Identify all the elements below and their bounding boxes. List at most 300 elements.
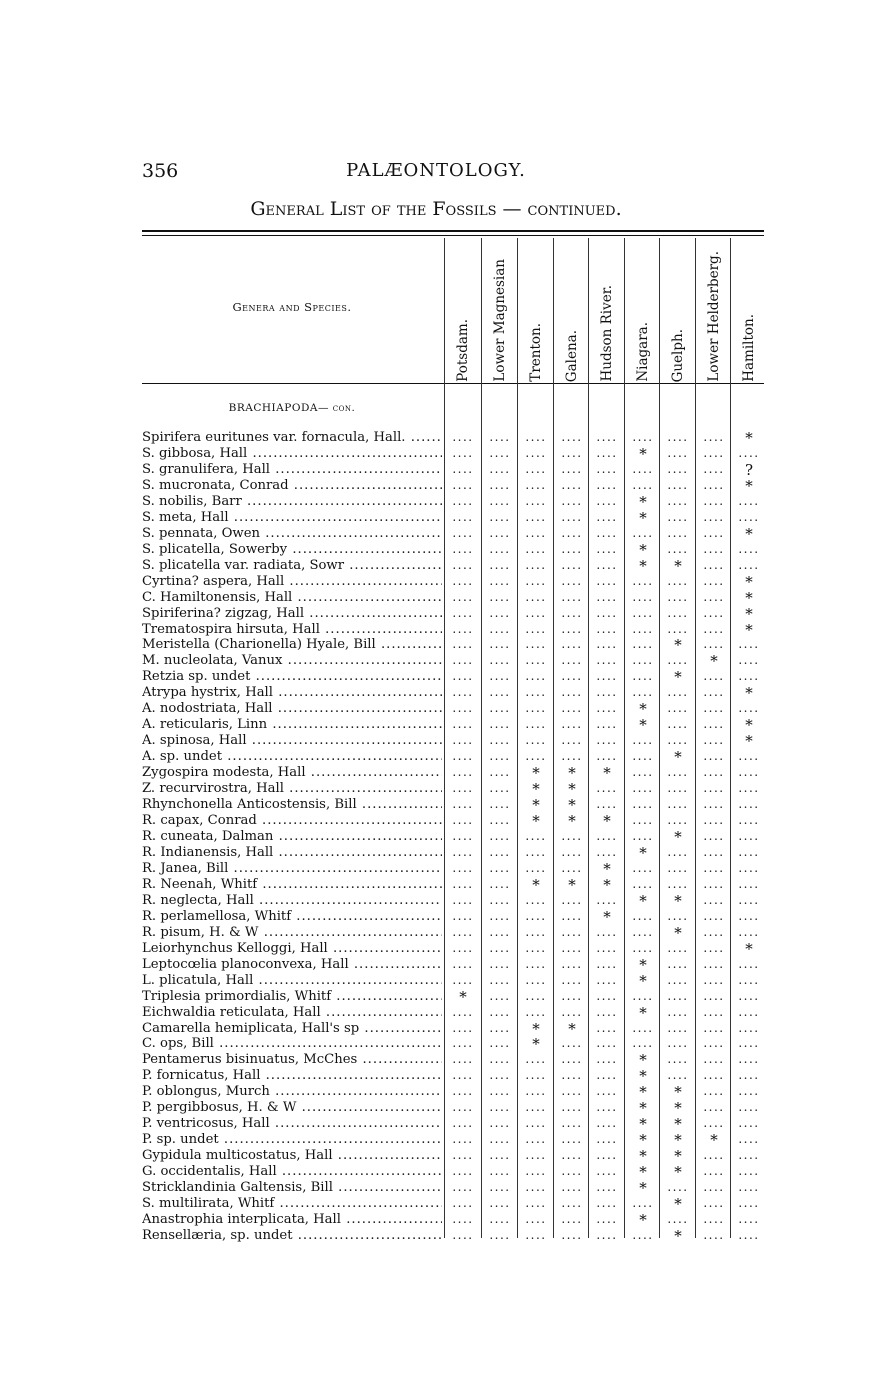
occurrence-cell: .... [561,1068,583,1083]
table-row [142,653,764,668]
occurrence-cell: .... [452,733,474,748]
species-name: Stricklandinia Galtensis, Bill ..... [142,1180,442,1195]
occurrence-cell: .... [525,1100,547,1115]
occurrence-cell: .... [561,1228,583,1242]
occurrence-cell: .... [738,445,760,460]
occurrence-cell: .... [738,1036,760,1051]
column-header-5 [590,242,624,382]
occurrence-cell: .... [667,781,689,796]
occurrence-cell: .... [703,1084,725,1099]
occurrence-cell: .... [738,813,760,828]
occurrence-cell: .... [667,733,689,748]
occurrence-cell: .... [596,701,618,716]
occurrence-cell: .... [489,733,511,748]
occurrence-cell: .... [561,1196,583,1211]
occurrence-cell: .... [489,493,511,508]
occurrence-cell: .... [596,1148,618,1163]
occurrence-cell: * [639,701,647,717]
occurrence-cell: .... [596,669,618,684]
occurrence-cell: .... [703,908,725,923]
species-name: Zygospira modesta, Hall ..... [142,765,442,780]
occurrence-cell: * [674,1228,682,1243]
table-row [142,925,764,940]
occurrence-cell: .... [489,445,511,460]
occurrence-cell: .... [667,1180,689,1195]
occurrence-cell: * [674,1196,682,1212]
occurrence-cell: .... [596,461,618,476]
occurrence-cell: .... [525,733,547,748]
occurrence-cell: .... [489,637,511,652]
occurrence-cell: .... [489,1100,511,1115]
occurrence-cell: .... [452,717,474,732]
occurrence-cell: * [674,892,682,908]
occurrence-cell: .... [703,717,725,732]
occurrence-cell: .... [703,1052,725,1067]
occurrence-cell: * [532,797,540,813]
occurrence-cell: .... [489,1052,511,1067]
occurrence-cell: .... [632,637,654,652]
occurrence-cell: .... [561,477,583,492]
species-name: M. nucleolata, Vanux ..... [142,653,442,668]
occurrence-cell: .... [489,829,511,843]
occurrence-cell: .... [703,589,725,604]
occurrence-cell: .... [561,573,583,588]
occurrence-cell: .... [703,621,725,636]
occurrence-cell: .... [738,653,760,668]
occurrence-cell: .... [525,972,547,987]
occurrence-cell: .... [703,988,725,1003]
occurrence-cell: .... [489,844,511,859]
occurrence-cell: .... [703,509,725,524]
occurrence-cell: .... [738,1004,760,1019]
occurrence-cell: .... [525,430,547,444]
table-row [142,1164,764,1179]
occurrence-cell: .... [596,445,618,460]
occurrence-cell: .... [452,1036,474,1051]
occurrence-cell: .... [632,1020,654,1035]
occurrence-cell: .... [667,813,689,828]
occurrence-cell: * [639,493,647,509]
occurrence-cell: .... [452,940,474,955]
occurrence-cell: .... [667,525,689,540]
occurrence-cell: .... [452,1004,474,1019]
occurrence-cell: .... [738,1084,760,1099]
species-name: Camarella hemiplicata, Hall's sp ..... [142,1021,442,1036]
occurrence-cell: .... [596,797,618,812]
occurrence-cell: .... [738,557,760,572]
occurrence-cell: .... [632,797,654,812]
occurrence-cell: .... [561,733,583,748]
occurrence-cell: .... [667,461,689,476]
species-name: A. spinosa, Hall ..... [142,733,442,748]
species-name: Leptocœlia planoconvexa, Hall ..... [142,957,442,972]
occurrence-cell: .... [632,749,654,764]
occurrence-cell: * [532,781,540,797]
column-header-label: Hudson River. [599,285,615,382]
occurrence-cell: .... [667,701,689,716]
species-name: C. Hamiltonensis, Hall ..... [142,590,442,605]
table-row [142,797,764,812]
occurrence-cell: .... [667,860,689,875]
occurrence-cell: .... [703,1180,725,1195]
species-name: P. oblongus, Murch ..... [142,1084,442,1099]
occurrence-cell: .... [525,1164,547,1179]
occurrence-cell: .... [452,541,474,556]
occurrence-cell: .... [596,589,618,604]
table-title: General List of the Fossils — continued. [250,198,622,220]
occurrence-cell: .... [452,1164,474,1179]
species-name: R. Janea, Bill ..... [142,861,442,876]
occurrence-cell: .... [703,685,725,700]
column-header-3 [519,242,553,382]
occurrence-cell: .... [703,605,725,620]
occurrence-cell: .... [452,653,474,668]
occurrence-cell: * [674,669,682,685]
occurrence-cell: .... [703,557,725,572]
occurrence-cell: * [459,988,467,1004]
occurrence-cell: .... [632,461,654,476]
column-header-4 [555,242,589,382]
occurrence-cell: .... [561,924,583,939]
occurrence-cell: .... [596,1100,618,1115]
occurrence-cell: .... [489,701,511,716]
occurrence-cell: .... [525,685,547,700]
occurrence-cell: .... [452,589,474,604]
occurrence-cell: .... [489,1020,511,1035]
occurrence-cell: .... [525,1180,547,1195]
occurrence-cell: .... [703,701,725,716]
occurrence-cell: .... [525,749,547,764]
table-row [142,526,764,541]
table-row [142,558,764,573]
species-name: S. plicatella var. radiata, Sowr ..... [142,558,442,573]
species-name: Cyrtina? aspera, Hall ..... [142,574,442,589]
occurrence-cell: .... [489,573,511,588]
occurrence-cell: * [639,445,647,461]
occurrence-cell: * [532,765,540,781]
table-row [142,1100,764,1115]
occurrence-cell: .... [452,829,474,843]
occurrence-cell: .... [525,940,547,955]
occurrence-cell: .... [525,573,547,588]
occurrence-cell: .... [703,860,725,875]
table-row [142,1052,764,1067]
occurrence-cell: .... [452,924,474,939]
occurrence-cell: * [568,876,576,892]
occurrence-cell: .... [525,1148,547,1163]
occurrence-cell: .... [738,988,760,1003]
occurrence-cell: .... [632,829,654,843]
occurrence-cell: .... [703,781,725,796]
occurrence-cell: .... [561,445,583,460]
occurrence-cell: .... [525,445,547,460]
species-name: P. ventricosus, Hall ..... [142,1116,442,1131]
occurrence-cell: .... [489,541,511,556]
column-header-label: Potsdam. [455,319,471,382]
species-name: Z. recurvirostra, Hall ..... [142,781,442,796]
occurrence-cell: .... [596,509,618,524]
occurrence-cell: .... [596,1132,618,1147]
occurrence-cell: .... [738,844,760,859]
occurrence-cell: .... [703,445,725,460]
occurrence-cell: .... [561,525,583,540]
occurrence-cell: .... [596,733,618,748]
occurrence-cell: * [639,1084,647,1100]
occurrence-cell: .... [703,1068,725,1083]
occurrence-cell: .... [489,717,511,732]
occurrence-cell: .... [489,972,511,987]
occurrence-cell: .... [561,701,583,716]
occurrence-cell: .... [667,1052,689,1067]
occurrence-cell: .... [667,493,689,508]
occurrence-cell: .... [667,956,689,971]
occurrence-cell: .... [632,733,654,748]
occurrence-cell: .... [525,844,547,859]
occurrence-cell: .... [596,717,618,732]
occurrence-cell: .... [632,525,654,540]
occurrence-cell: .... [703,1100,725,1115]
occurrence-cell: .... [596,844,618,859]
occurrence-cell: .... [596,541,618,556]
occurrence-cell: .... [561,430,583,444]
occurrence-cell: .... [667,621,689,636]
occurrence-cell: .... [667,685,689,700]
occurrence-cell: * [745,430,753,445]
occurrence-cell: .... [703,1212,725,1227]
occurrence-cell: * [532,813,540,829]
occurrence-cell: .... [452,844,474,859]
occurrence-cell: .... [489,1164,511,1179]
occurrence-cell: .... [489,781,511,796]
occurrence-cell: * [639,956,647,972]
occurrence-cell: .... [738,781,760,796]
occurrence-cell: * [639,717,647,733]
occurrence-cell: .... [703,924,725,939]
occurrence-cell: * [639,1004,647,1020]
table-row [142,1084,764,1099]
occurrence-cell: .... [489,860,511,875]
occurrence-cell: .... [489,430,511,444]
occurrence-cell: * [603,813,611,829]
occurrence-cell: * [639,1100,647,1116]
occurrence-cell: .... [452,621,474,636]
occurrence-cell: * [745,477,753,493]
occurrence-cell: .... [561,1132,583,1147]
species-name: P. pergibbosus, H. & W ..... [142,1100,442,1115]
species-name: R. neglecta, Hall ..... [142,893,442,908]
occurrence-cell: .... [632,908,654,923]
occurrence-cell: .... [738,829,760,843]
occurrence-cell: .... [452,637,474,652]
occurrence-cell: .... [561,1100,583,1115]
occurrence-cell: .... [452,685,474,700]
species-name: Leiorhynchus Kelloggi, Hall ..... [142,941,442,956]
occurrence-cell: .... [738,956,760,971]
occurrence-cell: * [639,541,647,557]
species-name: S. granulifera, Hall ..... [142,462,442,477]
running-head: PALÆONTOLOGY. [346,160,526,181]
occurrence-cell: .... [596,1036,618,1051]
occurrence-cell: .... [525,860,547,875]
species-name: Atrypa hystrix, Hall ..... [142,685,442,700]
occurrence-cell: .... [738,972,760,987]
occurrence-cell: .... [561,685,583,700]
occurrence-cell: .... [667,1004,689,1019]
table-row [142,941,764,956]
occurrence-cell: .... [489,924,511,939]
occurrence-cell: .... [738,1132,760,1147]
occurrence-cell: * [639,844,647,860]
occurrence-cell: .... [667,573,689,588]
occurrence-cell: * [568,813,576,829]
table-row [142,462,764,477]
occurrence-cell: .... [703,493,725,508]
species-name: P. sp. undet ..... [142,1132,442,1147]
occurrence-cell: .... [525,829,547,843]
occurrence-cell: * [639,1212,647,1228]
occurrence-cell: .... [489,669,511,684]
occurrence-cell: .... [632,940,654,955]
occurrence-cell: .... [525,525,547,540]
occurrence-cell: * [674,1132,682,1148]
occurrence-cell: .... [632,765,654,780]
occurrence-cell: .... [632,589,654,604]
occurrence-cell: .... [489,1084,511,1099]
occurrence-cell: .... [525,1116,547,1131]
occurrence-cell: * [674,749,682,765]
table-row [142,478,764,493]
occurrence-cell: .... [703,669,725,684]
species-name: Trematospira hirsuta, Hall ..... [142,622,442,637]
table-row [142,606,764,621]
occurrence-cell: .... [561,557,583,572]
occurrence-cell: .... [452,1116,474,1131]
occurrence-cell: .... [596,749,618,764]
occurrence-cell: .... [452,797,474,812]
occurrence-cell: .... [489,1212,511,1227]
occurrence-cell: .... [703,844,725,859]
occurrence-cell: .... [596,1004,618,1019]
occurrence-cell: * [639,1116,647,1132]
occurrence-cell: .... [561,541,583,556]
occurrence-cell: .... [452,956,474,971]
occurrence-cell: .... [561,972,583,987]
column-header-label: Trenton. [528,323,544,382]
occurrence-cell: .... [703,1196,725,1211]
table-row [142,685,764,700]
occurrence-cell: * [674,1084,682,1100]
occurrence-cell: .... [596,1212,618,1227]
occurrence-cell: .... [632,781,654,796]
occurrence-cell: .... [632,1196,654,1211]
occurrence-cell: .... [596,940,618,955]
occurrence-cell: * [674,637,682,653]
occurrence-cell: .... [452,749,474,764]
table-row [142,574,764,589]
top-rule-thick [142,230,764,232]
occurrence-cell: .... [489,908,511,923]
occurrence-cell: .... [703,541,725,556]
occurrence-cell: .... [452,892,474,907]
occurrence-cell: .... [452,860,474,875]
occurrence-cell: .... [452,781,474,796]
occurrence-cell: * [745,685,753,701]
occurrence-cell: .... [667,1020,689,1035]
table-row [142,813,764,828]
occurrence-cell: .... [525,1068,547,1083]
occurrence-cell: * [568,1020,576,1036]
species-name: R. capax, Conrad ..... [142,813,442,828]
column-header-label: Hamilton. [741,314,757,382]
occurrence-cell: .... [489,1228,511,1242]
species-name: Pentamerus bisinuatus, McChes ..... [142,1052,442,1067]
occurrence-cell: .... [489,685,511,700]
species-name: S. mucronata, Conrad ..... [142,478,442,493]
occurrence-cell: .... [489,461,511,476]
occurrence-cell: .... [452,605,474,620]
species-name: A. sp. undet ..... [142,749,442,764]
occurrence-cell: .... [738,637,760,652]
occurrence-cell: .... [489,1036,511,1051]
species-name: Retzia sp. undet ..... [142,669,442,684]
occurrence-cell: .... [489,557,511,572]
occurrence-cell: .... [738,541,760,556]
occurrence-cell: .... [738,509,760,524]
species-name: P. fornicatus, Hall ..... [142,1068,442,1083]
occurrence-cell: .... [489,876,511,891]
occurrence-cell: * [674,829,682,844]
occurrence-cell: .... [452,908,474,923]
occurrence-cell: .... [452,813,474,828]
occurrence-cell: .... [525,477,547,492]
occurrence-cell: .... [525,589,547,604]
occurrence-cell: .... [596,493,618,508]
occurrence-cell: .... [703,461,725,476]
occurrence-cell: .... [738,892,760,907]
occurrence-cell: * [603,908,611,924]
species-name: S. plicatella, Sowerby ..... [142,542,442,557]
occurrence-cell: .... [452,1100,474,1115]
occurrence-cell: .... [489,1180,511,1195]
column-header-label: Niagara. [635,322,651,382]
occurrence-cell: .... [596,1116,618,1131]
occurrence-cell: .... [452,1180,474,1195]
species-name: Gypidula multicostatus, Hall ..... [142,1148,442,1163]
top-rule-thin [142,235,764,236]
occurrence-cell: .... [596,829,618,843]
occurrence-cell: .... [489,1196,511,1211]
occurrence-cell: .... [632,430,654,444]
table-row [142,845,764,860]
occurrence-cell: .... [632,621,654,636]
table-row [142,1021,764,1036]
occurrence-cell: .... [561,1180,583,1195]
table-row [142,1068,764,1083]
column-header-label: Galena. [564,329,580,382]
occurrence-cell: * [710,653,718,669]
occurrence-cell: .... [703,956,725,971]
occurrence-cell: .... [632,876,654,891]
occurrence-cell: .... [561,509,583,524]
table-row [142,861,764,876]
species-name: R. cuneata, Dalman ..... [142,829,442,844]
occurrence-cell: .... [632,669,654,684]
occurrence-cell: .... [667,430,689,444]
occurrence-cell: .... [703,813,725,828]
occurrence-cell: .... [561,1052,583,1067]
occurrence-cell: .... [452,1084,474,1099]
occurrence-cell: .... [561,589,583,604]
